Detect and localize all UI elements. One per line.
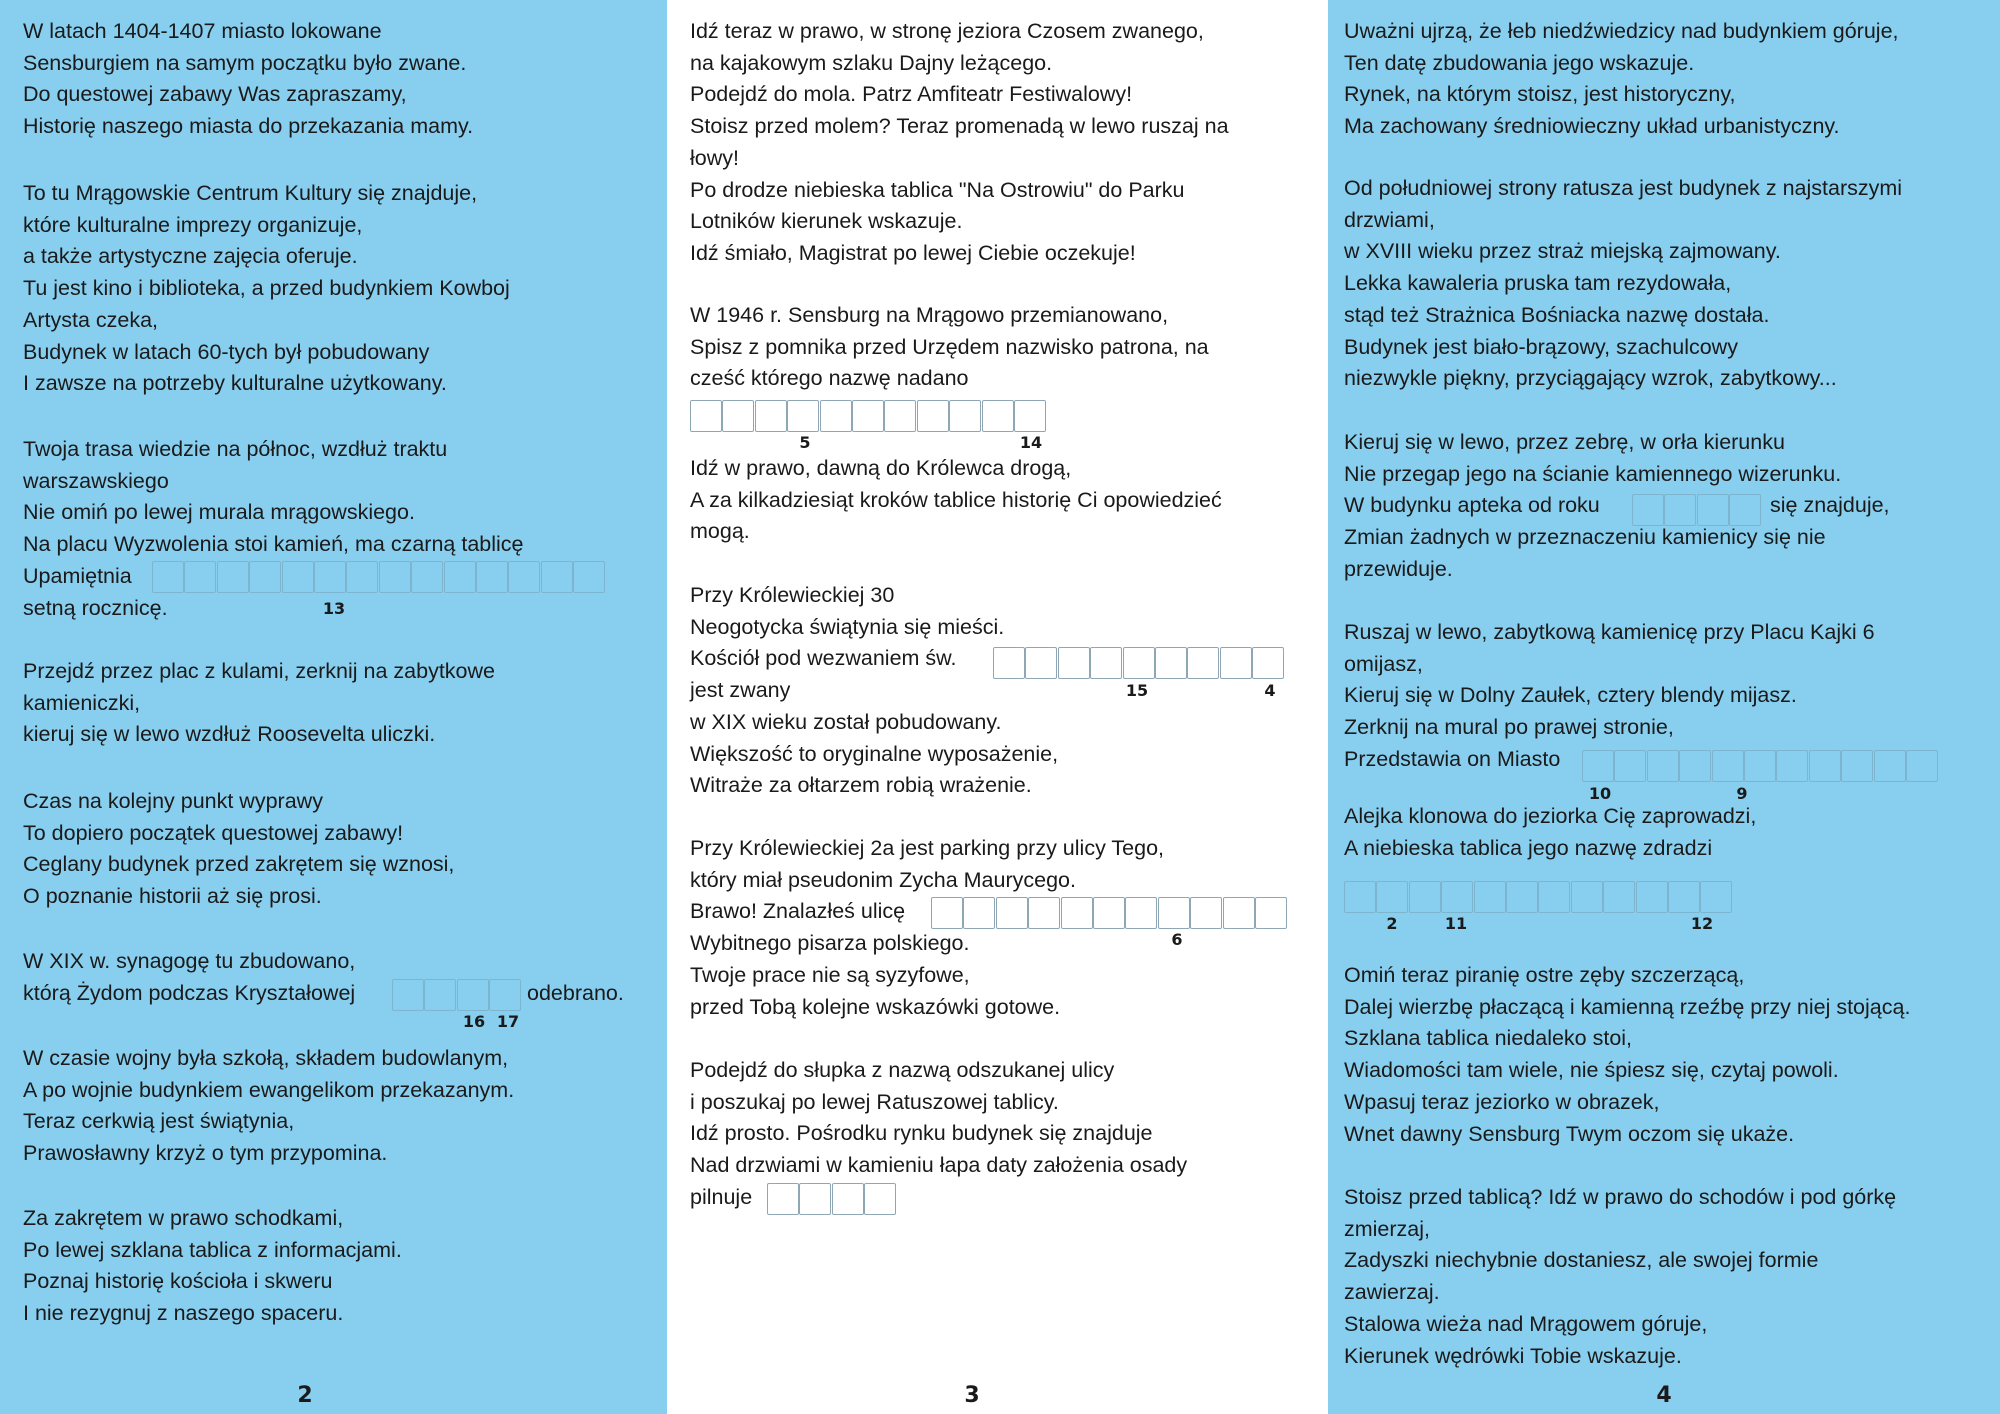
text-block [23,946,355,1009]
text-line: a także artystyczne zajęcia oferuje. [23,244,358,269]
answer-letter-box[interactable] [1668,881,1700,913]
text-line: przed Tobą kolejne wskazówki gotowe. [690,994,1061,1019]
answer-letter-box[interactable] [820,400,852,432]
text-line: W czasie wojny była szkołą, składem budowlanym, [23,1046,509,1070]
answer-letter-box[interactable] [993,647,1025,679]
text-line: Nie omiń po lewej murala mrągowskiego. [23,500,415,525]
clue-number: 16 [462,1012,486,1031]
answer-letter-box[interactable] [1809,750,1841,782]
text-line: Do questowej zabawy Was zapraszamy, [23,82,407,107]
text-line: Tu jest kino i biblioteka, a przed budynkiem Kowboj [23,276,510,301]
text-line: kieruj się w lewo wzdłuż Roosevelta uliczki. [23,722,436,747]
text-line: kamieniczki, [23,690,141,715]
text-line: setną rocznicę. [23,595,168,620]
text-block [1344,1182,1896,1372]
answer-letter-box[interactable] [1058,647,1090,679]
clue-number: 5 [799,433,811,452]
text-block [690,453,1222,548]
text-line: Idź śmiało, Magistrat po lewej Ciebie oczekuje! [690,240,1136,265]
text-line: Omiń teraz piranię ostre zęby szczerzącą, [1344,963,1745,987]
text-line: w XVIII wieku przez straż miejską zajmowany. [1344,239,1781,264]
text-line: Stoisz przed molem? Teraz promenadą w lewo ruszaj na [690,114,1229,139]
text-line: Przedstawia on Miasto [1344,746,1561,771]
text-line: A za kilkadziesiąt kroków tablice historię Ci opowiedzieć [690,487,1222,512]
text-line: Po drodze niebieska tablica "Na Ostrowiu" do Parku [690,177,1185,202]
answer-letter-box[interactable] [722,400,754,432]
clue-number: 13 [322,599,346,618]
text-line: Idź teraz w prawo, w stronę jeziora Czosem zwanego, [690,19,1204,43]
answer-letter-box[interactable] [314,561,346,593]
text-block [1344,960,1910,1150]
answer-letter-box[interactable] [424,979,456,1011]
answer-letter-box[interactable] [1582,750,1614,782]
text-line: Ma zachowany średniowieczny układ urbanistyczny. [1344,114,1840,139]
text-line: Kierunek wędrówki Tobie wskazuje. [1344,1343,1682,1368]
text-line: zawierzaj. [1344,1280,1440,1305]
text-line: Wnet dawny Sensburg Twym oczom się ukaże. [1344,1121,1795,1146]
answer-letter-box[interactable] [508,561,540,593]
answer-letter-box[interactable] [1255,897,1287,929]
text-line: A niebieska tablica jego nazwę zdradzi [1344,835,1713,860]
text-line: A po wojnie budynkiem ewangelikom przekazanym. [23,1077,515,1102]
answer-letter-box[interactable] [249,561,281,593]
answer-letter-box[interactable] [1697,494,1729,526]
page-number: 4 [1656,1383,1672,1408]
text-line: Czas na kolejny punkt wyprawy [23,789,323,813]
text-block [690,16,1229,270]
text-line: Historię naszego miasta do przekazania mamy. [23,114,474,139]
text-line: Na placu Wyzwolenia stoi kamień, ma czarną tablicę [23,532,524,557]
text-block [690,300,1209,395]
clue-number: 10 [1588,784,1612,803]
text-block [23,16,473,143]
text-line: stąd też Strażnica Bośniacka nazwę dostała. [1344,302,1770,327]
text-line: Prawosławny krzyż o tym przypomina. [23,1141,388,1166]
answer-letter-box[interactable] [884,400,916,432]
text-line: na kajakowym szlaku Dajny leżącego. [690,50,1053,75]
answer-letter-box[interactable] [1906,750,1938,782]
text-block [1344,427,1841,586]
answer-letter-box[interactable] [1025,647,1057,679]
clue-number: 9 [1736,784,1748,803]
clue-number: 2 [1386,914,1398,933]
text-line: którą Żydom podczas Kryształowej [23,980,356,1005]
answer-letter-box[interactable] [690,400,722,432]
text-line: omijasz, [1344,651,1423,676]
text-line: Kieruj się w Dolny Zaułek, cztery blendy mijasz. [1344,683,1797,708]
text-line: Ten datę zbudowania jego wskazuje. [1344,50,1695,75]
text-line: Lotników kierunek wskazuje. [690,209,963,234]
text-line: Witraże za ołtarzem robią wrażenie. [690,773,1032,798]
text-line: pilnuje [690,1184,753,1209]
answer-letter-box[interactable] [1614,750,1646,782]
answer-letter-box[interactable] [1090,647,1122,679]
answer-letter-box[interactable] [996,897,1028,929]
answer-letter-box[interactable] [1700,881,1732,913]
text-line: Sensburgiem na samym początku było zwane. [23,50,467,75]
answer-letter-box[interactable] [411,561,443,593]
answer-letter-box[interactable] [982,400,1014,432]
text-line: Rynek, na którym stoisz, jest historyczny, [1344,82,1736,107]
text-line: Nie przegap jego na ścianie kamiennego wizerunku. [1344,461,1842,486]
answer-letter-box[interactable] [787,400,819,432]
text-line: Dalej wierzbę płaczącą i kamienną rzeźbę przy niej stojącą. [1344,994,1911,1019]
answer-letter-box[interactable] [1506,881,1538,913]
answer-letter-box[interactable] [1776,750,1808,782]
text-line: To tu Mrągowskie Centrum Kultury się znajduje, [23,181,478,205]
text-line: Idź prosto. Pośrodku rynku budynek się znajduje [690,1121,1153,1146]
text-line: Szklana tablica niedaleko stoi, [1344,1026,1633,1051]
text-line: się znajduje, [1770,493,1890,517]
text-line: Artysta czeka, [23,307,159,332]
text-line: warszawskiego [23,468,169,493]
answer-letter-box[interactable] [1744,750,1776,782]
answer-letter-box[interactable] [1223,897,1255,929]
text-line: które kulturalne imprezy organizuje, [23,212,363,237]
text-block [1344,16,1899,143]
answer-letter-box[interactable] [1376,881,1408,913]
text-line: Teraz cerkwią jest świątynia, [23,1109,295,1134]
text-line: Przy Królewieckiej 30 [690,583,895,607]
text-line: I zawsze na potrzeby kulturalne użytkowany. [23,371,447,396]
text-line: Po lewej szklana tablica z informacjami. [23,1237,402,1262]
answer-letter-box[interactable] [573,561,605,593]
answer-letter-box[interactable] [1158,897,1190,929]
clue-number: 6 [1171,930,1183,949]
text-line: Ruszaj w lewo, zabytkową kamienicę przy Placu Kajki 6 [1344,620,1875,644]
answer-letter-box[interactable] [379,561,411,593]
answer-letter-box[interactable] [1344,881,1376,913]
text-line: zmierzaj, [1344,1216,1431,1241]
answer-letter-box[interactable] [1571,881,1603,913]
answer-letter-box[interactable] [1155,647,1187,679]
clue-number: 12 [1690,914,1714,933]
text-line: Upamiętnia [23,563,132,588]
page-column-4 [1328,0,2000,1414]
text-line: Spisz z pomnika przed Urzędem nazwisko patrona, na [690,334,1209,359]
answer-letter-box[interactable] [444,561,476,593]
text-block [23,786,454,913]
text-line: niezwykle piękny, przyciągający wzrok, zabytkowy... [1344,366,1837,391]
text-line: I nie rezygnuj z naszego spaceru. [23,1301,344,1326]
text-line: łowy! [690,145,739,170]
text-line: Wybitnego pisarza polskiego. [690,931,970,956]
text-block [23,656,495,751]
text-block [23,434,524,624]
text-line: W 1946 r. Sensburg na Mrągowo przemianowano, [690,303,1169,327]
answer-letter-box[interactable] [1028,897,1060,929]
answer-letter-box[interactable] [152,561,184,593]
answer-letter-box[interactable] [931,897,963,929]
answer-letter-box[interactable] [767,1183,799,1215]
answer-letter-box[interactable] [799,1183,831,1215]
text-block [23,1203,402,1330]
text-line: Nad drzwiami w kamieniu łapa daty założenia osady [690,1153,1188,1178]
text-line: Stoisz przed tablicą? Idź w prawo do schodów i pod górkę [1344,1185,1897,1209]
answer-letter-box[interactable] [392,979,424,1011]
answer-letter-box[interactable] [917,400,949,432]
text-line: Zmian żadnych w przeznaczeniu kamienicy się nie [1344,525,1826,550]
answer-letter-box[interactable] [1409,881,1441,913]
answer-letter-box[interactable] [541,561,573,593]
text-block [690,1055,1187,1214]
answer-letter-box[interactable] [1603,881,1635,913]
answer-letter-box[interactable] [755,400,787,432]
text-line: Brawo! Znalazłeś ulicę [690,899,906,924]
text-line: Poznaj historię kościoła i skweru [23,1269,333,1294]
text-line: Podejdź do mola. Patrz Amfiteatr Festiwalowy! [690,82,1133,107]
text-line: Od południowej strony ratusza jest budynek z najstarszymi [1344,176,1903,200]
text-line: Większość to oryginalne wyposażenie, [690,741,1059,766]
text-block [23,178,510,400]
text-line: Budynek w latach 60-tych był pobudowany [23,339,430,364]
text-line: Przejdź przez plac z kulami, zerknij na zabytkowe [23,659,495,683]
text-line: odebrano. [527,981,624,1005]
text-block [1344,801,1756,864]
text-line: Twoja trasa wiedzie na północ, wzdłuż traktu [23,437,448,461]
text-line: Za zakrętem w prawo schodkami, [23,1206,344,1230]
answer-letter-box[interactable] [1093,897,1125,929]
text-line: Kieruj się w lewo, przez zebrę, w orła kierunku [1344,430,1785,454]
page-column-2 [0,0,667,1414]
answer-letter-box[interactable] [184,561,216,593]
text-line: przewiduje. [1344,556,1453,581]
answer-letter-box[interactable] [1538,881,1570,913]
answer-letter-box[interactable] [457,979,489,1011]
answer-letter-box[interactable] [1874,750,1906,782]
answer-letter-box[interactable] [1125,897,1157,929]
answer-letter-box[interactable] [1636,881,1668,913]
text-line: W latach 1404-1407 miasto lokowane [23,19,382,43]
text-line: Zerknij na mural po prawej stronie, [1344,715,1674,740]
text-line: O poznanie historii aż się prosi. [23,884,322,909]
text-line: i poszukaj po lewej Ratuszowej tablicy. [690,1089,1059,1114]
text-line: w XIX wieku został pobudowany. [690,709,1002,734]
clue-number: 17 [496,1012,520,1031]
text-line: To dopiero początek questowej zabawy! [23,820,404,845]
text-line: jest zwany [690,678,791,703]
text-line: cześć którego nazwę nadano [690,366,969,391]
text-line: Kościół pod wezwaniem św. [690,646,957,671]
answer-letter-box[interactable] [1190,897,1222,929]
text-line: Budynek jest biało-brązowy, szachulcowy [1344,334,1738,359]
text-line: Twoje prace nie są syzyfowe, [690,962,970,987]
answer-letter-box[interactable] [1729,494,1761,526]
page-number: 2 [297,1383,313,1408]
answer-letter-box[interactable] [346,561,378,593]
text-line: W budynku apteka od roku [1344,493,1600,518]
answer-letter-box[interactable] [1632,494,1664,526]
answer-letter-box[interactable] [864,1183,896,1215]
text-line: Przy Królewieckiej 2a jest parking przy ulicy Tego, [690,836,1164,860]
answer-letter-box[interactable] [476,561,508,593]
answer-letter-box[interactable] [1474,881,1506,913]
text-block [690,580,1058,802]
answer-letter-box[interactable] [1061,897,1093,929]
answer-letter-box[interactable] [1014,400,1046,432]
answer-letter-box[interactable] [1841,750,1873,782]
answer-letter-box[interactable] [1220,647,1252,679]
page-number: 3 [964,1383,980,1408]
answer-letter-box[interactable] [832,1183,864,1215]
page-column-3 [667,0,1328,1414]
text-line: mogą. [690,519,750,544]
text-line: Idź w prawo, dawną do Królewca drogą, [690,456,1072,480]
answer-letter-box[interactable] [217,561,249,593]
text-block [1344,173,1902,395]
text-line: Lekka kawaleria pruska tam rezydowała, [1344,271,1732,296]
text-line: drzwiami, [1344,207,1435,232]
answer-letter-box[interactable] [1123,647,1155,679]
clue-number: 11 [1444,914,1468,933]
text-block [23,1043,514,1170]
text-line: Zadyszki niechybnie dostaniesz, ale swojej formie [1344,1248,1819,1273]
answer-letter-box[interactable] [1187,647,1219,679]
answer-letter-box[interactable] [963,897,995,929]
answer-letter-box[interactable] [1664,494,1696,526]
text-line: Neogotycka świątynia się mieści. [690,614,1005,639]
answer-letter-box[interactable] [489,979,521,1011]
text-line: Wiadomości tam wiele, nie śpiesz się, czytaj powoli. [1344,1058,1839,1083]
text-line: Wpasuj teraz jeziorko w obrazek, [1344,1089,1660,1114]
answer-letter-box[interactable] [1647,750,1679,782]
answer-letter-box[interactable] [949,400,981,432]
answer-letter-box[interactable] [852,400,884,432]
text-line: W XIX w. synagogę tu zbudowano, [23,949,356,973]
answer-letter-box[interactable] [1441,881,1473,913]
clue-number: 4 [1264,681,1276,700]
text-line: Stalowa wieża nad Mrągowem góruje, [1344,1311,1708,1336]
answer-letter-box[interactable] [1712,750,1744,782]
text-line: Ceglany budynek przed zakrętem się wznosi, [23,852,455,877]
answer-letter-box[interactable] [1679,750,1711,782]
text-line: Podejdź do słupka z nazwą odszukanej ulicy [690,1058,1115,1082]
clue-number: 15 [1125,681,1149,700]
text-line: który miał pseudonim Zycha Maurycego. [690,867,1076,892]
text-line: Alejka klonowa do jeziorka Cię zaprowadzi, [1344,804,1757,828]
answer-letter-box[interactable] [282,561,314,593]
answer-letter-box[interactable] [1252,647,1284,679]
clue-number: 14 [1019,433,1043,452]
text-line: Uważni ujrzą, że łeb niedźwiedzicy nad budynkiem góruje, [1344,19,1899,43]
